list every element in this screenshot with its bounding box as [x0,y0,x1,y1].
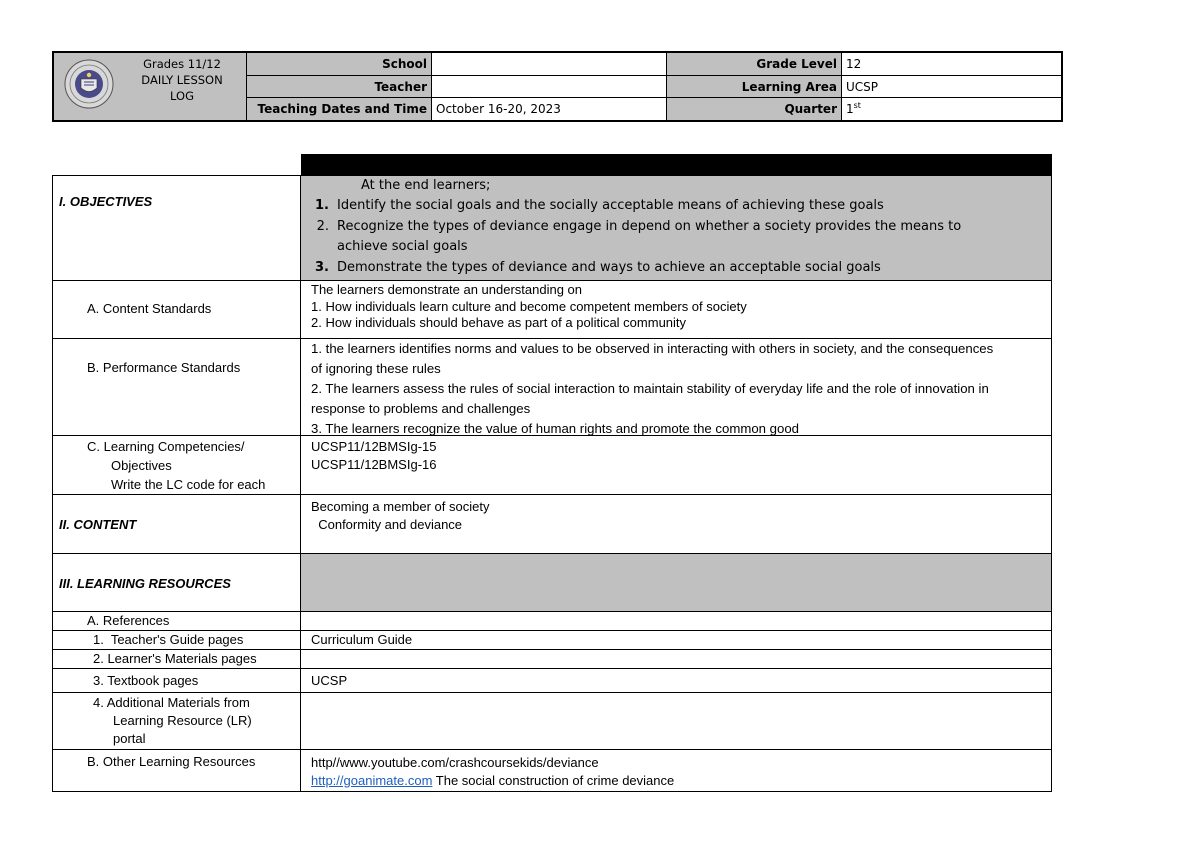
objective-text: achieve social goals [337,239,468,254]
teacher-label: Teacher [247,76,431,97]
deped-seal-icon [64,59,114,109]
objective-text: Demonstrate the types of deviance and ways to achieve an acceptable social goals [337,259,881,275]
learning-resources-row [52,554,1052,612]
quarter-value [842,98,1061,120]
content-label-cell [52,495,301,554]
school-label: School [247,53,431,75]
content-standards-line: 2. How individuals should behave as part of a political community [311,315,687,330]
content-line: Conformity and deviance [311,517,463,532]
objective-text: Recognize the types of deviance engage in depend on whether a society provides the means to [337,218,962,234]
objective-number: 2. [316,218,329,234]
learners-materials-label: 2. Learner's Materials pages [93,651,257,666]
references-label: A. References [87,613,170,628]
content-standards-label: A. Content Standards [87,301,212,316]
additional-materials-label-cell [52,693,301,750]
content-standards-label-cell [52,281,301,339]
competency-code: UCSP11/12BMSIg-16 [311,457,437,472]
additional-materials-label-line: 4. Additional Materials from [93,695,250,710]
teaching-dates-value: October 16-20, 2023 [432,98,666,120]
objective-item [305,196,1045,217]
title-line-2: DAILY LESSON [141,73,223,87]
other-resource-line: http//www.youtube.com/crashcoursekids/deviance [311,755,599,770]
learners-materials-label-cell [52,650,301,669]
references-cell [301,612,1052,631]
objectives-label: I. OBJECTIVES [59,194,153,209]
title-line-1: Grades 11/12 [143,57,221,71]
teachers-guide-row [52,631,1052,650]
content-row [52,495,1052,554]
objective-item [305,258,1045,279]
learning-resources-label-cell [52,554,301,612]
references-row [52,612,1052,631]
references-label-cell [52,612,301,631]
other-resource-line [311,772,1051,790]
grade-level-label: Grade Level [667,53,841,75]
other-resources-cell [301,750,1052,792]
performance-standards-label-cell [52,339,301,436]
lesson-plan-table [52,154,1052,794]
quarter-suffix: st [853,101,861,110]
learning-area-value: UCSP [842,76,1061,97]
textbook-cell [301,669,1052,693]
objective-text: Identify the social goals and the socially acceptable means of achieving these goals [337,198,884,213]
objective-item [305,217,1045,238]
learning-resources-cell [301,554,1052,612]
additional-materials-row [52,693,1052,750]
objectives-list [305,196,1045,278]
objectives-label-cell [52,176,301,281]
teachers-guide-label: 1. Teacher's Guide pages [93,632,244,647]
table-header-row [52,154,1052,175]
content-label: II. CONTENT [59,517,137,532]
performance-standards-cell [301,339,1052,436]
performance-standards-line: 2. The learners assess the rules of social interaction to maintain stability of everyday life and the role of innovation in [311,381,989,396]
quarter-label: Quarter [667,98,841,120]
textbook-value: UCSP [311,673,348,688]
performance-standards-line: 1. the learners identifies norms and values to be observed in interacting with others in society, and the consequences [311,341,994,356]
competencies-label-line: Write the LC code for each [111,477,266,492]
grade-level-value: 12 [842,53,1061,75]
objectives-row [52,175,1052,281]
performance-standards-label: B. Performance Standards [87,360,241,375]
teaching-dates-label: Teaching Dates and Time [247,98,431,120]
additional-materials-label-line: Learning Resource (LR) [113,713,252,728]
competencies-label-line: C. Learning Competencies/ [87,439,245,454]
objectives-intro: At the end learners; [361,178,491,193]
objective-number: 3. [315,259,329,275]
header-seal-cell [54,53,246,120]
teachers-guide-cell [301,631,1052,650]
header-bar [301,154,1052,175]
quarter-number: 1 [846,102,854,116]
competency-code: UCSP11/12BMSIg-15 [311,439,437,454]
content-line: Becoming a member of society [311,499,490,514]
textbook-label: 3. Textbook pages [93,673,199,688]
learners-materials-cell [301,650,1052,669]
teachers-guide-label-cell [52,631,301,650]
competencies-row [52,436,1052,495]
performance-standards-line: of ignoring these rules [311,361,441,376]
objectives-content-cell [301,176,1052,281]
title-line-3: LOG [170,89,194,103]
performance-standards-line: response to problems and challenges [311,401,531,416]
learning-resources-label: III. LEARNING RESOURCES [59,576,231,591]
performance-standards-line: 3. The learners recognize the value of human rights and promote the common good [311,421,799,436]
other-resource-description: The social construction of crime deviance [432,773,675,788]
header-title [120,56,244,104]
objective-number: 1. [315,198,329,213]
additional-materials-cell [301,693,1052,750]
other-resources-row [52,750,1052,792]
content-standards-line: The learners demonstrate an understanding on [311,282,583,297]
textbook-label-cell [52,669,301,693]
textbook-row [52,669,1052,693]
content-standards-row [52,281,1052,339]
lesson-log-header [52,51,1063,122]
content-cell [301,495,1052,554]
competencies-cell [301,436,1052,495]
additional-materials-label-line: portal [113,731,146,746]
teachers-guide-value: Curriculum Guide [311,632,413,647]
content-standards-cell [301,281,1052,339]
other-resources-label: B. Other Learning Resources [87,754,256,769]
competencies-label-line: Objectives [111,458,172,473]
goanimate-link[interactable]: http://goanimate.com [311,773,433,788]
content-standards-line: 1. How individuals learn culture and become competent members of society [311,298,747,314]
school-value [432,53,666,75]
learners-materials-row [52,650,1052,669]
teacher-value [432,76,666,97]
learning-area-label: Learning Area [667,76,841,97]
competencies-label-cell [52,436,301,495]
other-resources-label-cell [52,750,301,792]
performance-standards-row [52,339,1052,436]
objective-item [305,237,1045,258]
